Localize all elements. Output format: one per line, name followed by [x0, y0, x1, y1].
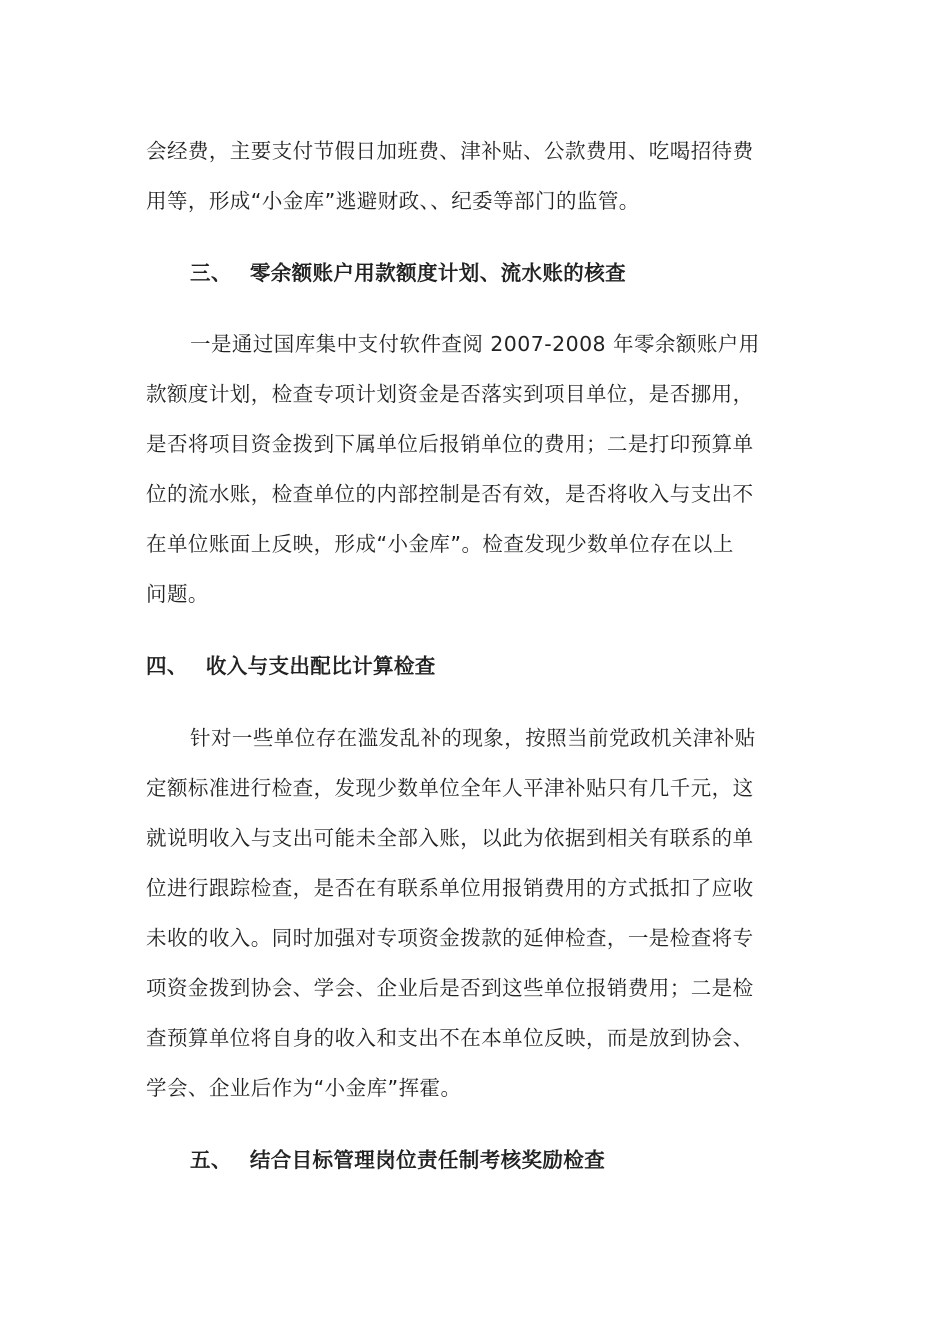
paragraph-3-line-6: 项资金拨到协会、学会、企业后是否到这些单位报销费用；二是检 — [146, 976, 754, 1000]
paragraph-3-line-1: 针对一些单位存在滥发乱补的现象，按照当前党政机关津补贴 — [190, 726, 756, 750]
paragraph-3-line-8: 学会、企业后作为“小金库”挥霍。 — [146, 1076, 462, 1100]
section-5-title: 结合目标管理岗位责任制考核奖励检查 — [249, 1148, 606, 1172]
paragraph-2-line-1: 一是通过国库集中支付软件查阅 2007-2008 年零余额账户用 — [190, 332, 760, 356]
section-4-title: 收入与支出配比计算检查 — [205, 654, 436, 678]
paragraph-2-line-4: 位的流水账，检查单位的内部控制是否有效，是否将收入与支出不 — [146, 482, 754, 506]
section-3-title: 零余额账户用款额度计划、流水账的核查 — [249, 261, 627, 285]
section-5-number: 五、 — [190, 1148, 232, 1172]
section-4-heading — [146, 651, 436, 681]
section-5-heading — [190, 1145, 605, 1175]
paragraph-2-line-2: 款额度计划，检查专项计划资金是否落实到项目单位，是否挪用， — [146, 382, 754, 406]
paragraph-3-line-3: 就说明收入与支出可能未全部入账，以此为依据到相关有联系的单 — [146, 826, 754, 850]
paragraph-2-line-5: 在单位账面上反映，形成“小金库”。检查发现少数单位存在以上 — [146, 532, 734, 556]
paragraph-3-line-5: 未收的收入。同时加强对专项资金拨款的延伸检查，一是检查将专 — [146, 926, 754, 950]
paragraph-3-line-7: 查预算单位将自身的收入和支出不在本单位反映，而是放到协会、 — [146, 1026, 754, 1050]
paragraph-3-line-2: 定额标准进行检查，发现少数单位全年人平津补贴只有几千元，这 — [146, 776, 754, 800]
section-4-number: 四、 — [146, 654, 188, 678]
paragraph-1-line-1: 会经费，主要支付节假日加班费、津补贴、公款费用、吃喝招待费 — [146, 139, 754, 163]
paragraph-2-line-3: 是否将项目资金拨到下属单位后报销单位的费用；二是打印预算单 — [146, 432, 754, 456]
paragraph-3-line-4: 位进行跟踪检查，是否在有联系单位用报销费用的方式抵扣了应收 — [146, 876, 754, 900]
section-3-number: 三、 — [190, 261, 232, 285]
paragraph-2-line-6: 问题。 — [146, 582, 209, 606]
paragraph-1-line-2: 用等，形成“小金库”逃避财政、、纪委等部门的监管。 — [146, 189, 640, 213]
section-3-heading — [190, 258, 626, 288]
